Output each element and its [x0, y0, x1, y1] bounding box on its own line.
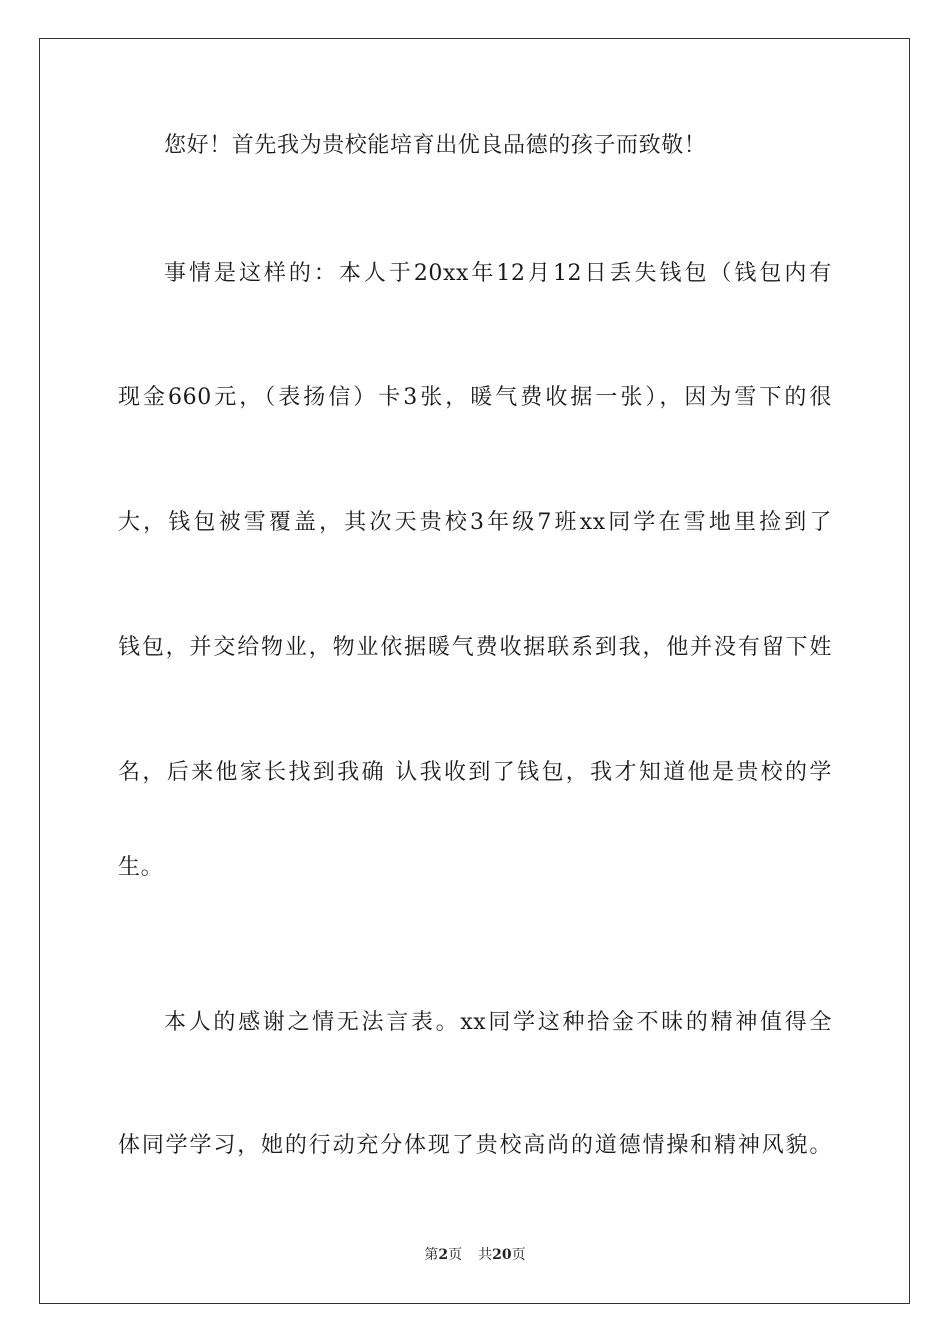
paragraph-body-line-3: 大，钱包被雪覆盖，其次天贵校3年级7班xx同学在雪地里捡到了 [118, 510, 832, 535]
paragraph-body-line-5: 名，后来他家长找到我确 认我收到了钱包，我才知道他是贵校的学 [118, 760, 832, 785]
footer-page-prefix: 第 [424, 1247, 439, 1263]
paragraph-body-line-6: 生。 [118, 855, 164, 880]
footer-page-suffix: 页 [448, 1247, 463, 1263]
paragraph-greeting: 您好！首先我为贵校能培育出优良品德的孩子而致敬！ [164, 133, 707, 158]
page-border [39, 38, 910, 1304]
footer-total-prefix: 共 [478, 1247, 493, 1263]
paragraph-body-line-2: 现金660元，（表扬信）卡3张，暖气费收据一张），因为雪下的很 [118, 385, 832, 410]
paragraph-thanks-line-2: 体同学学习，她的行动充分体现了贵校高尚的道德情操和精神风貌。 [118, 1133, 832, 1158]
footer-total-pages: 20 [492, 1247, 512, 1263]
footer-page-number: 2 [438, 1247, 449, 1263]
paragraph-body-line-4: 钱包，并交给物业，物业依据暖气费收据联系到我，他并没有留下姓 [118, 635, 832, 660]
paragraph-body-line-1: 事情是这样的：本人于20xx年12月12日丢失钱包（钱包内有 [164, 261, 832, 286]
page-footer [0, 1245, 950, 1265]
footer-total-suffix: 页 [511, 1247, 526, 1263]
paragraph-thanks-line-1: 本人的感谢之情无法言表。xx同学这种拾金不昧的精神值得全 [164, 1010, 832, 1035]
